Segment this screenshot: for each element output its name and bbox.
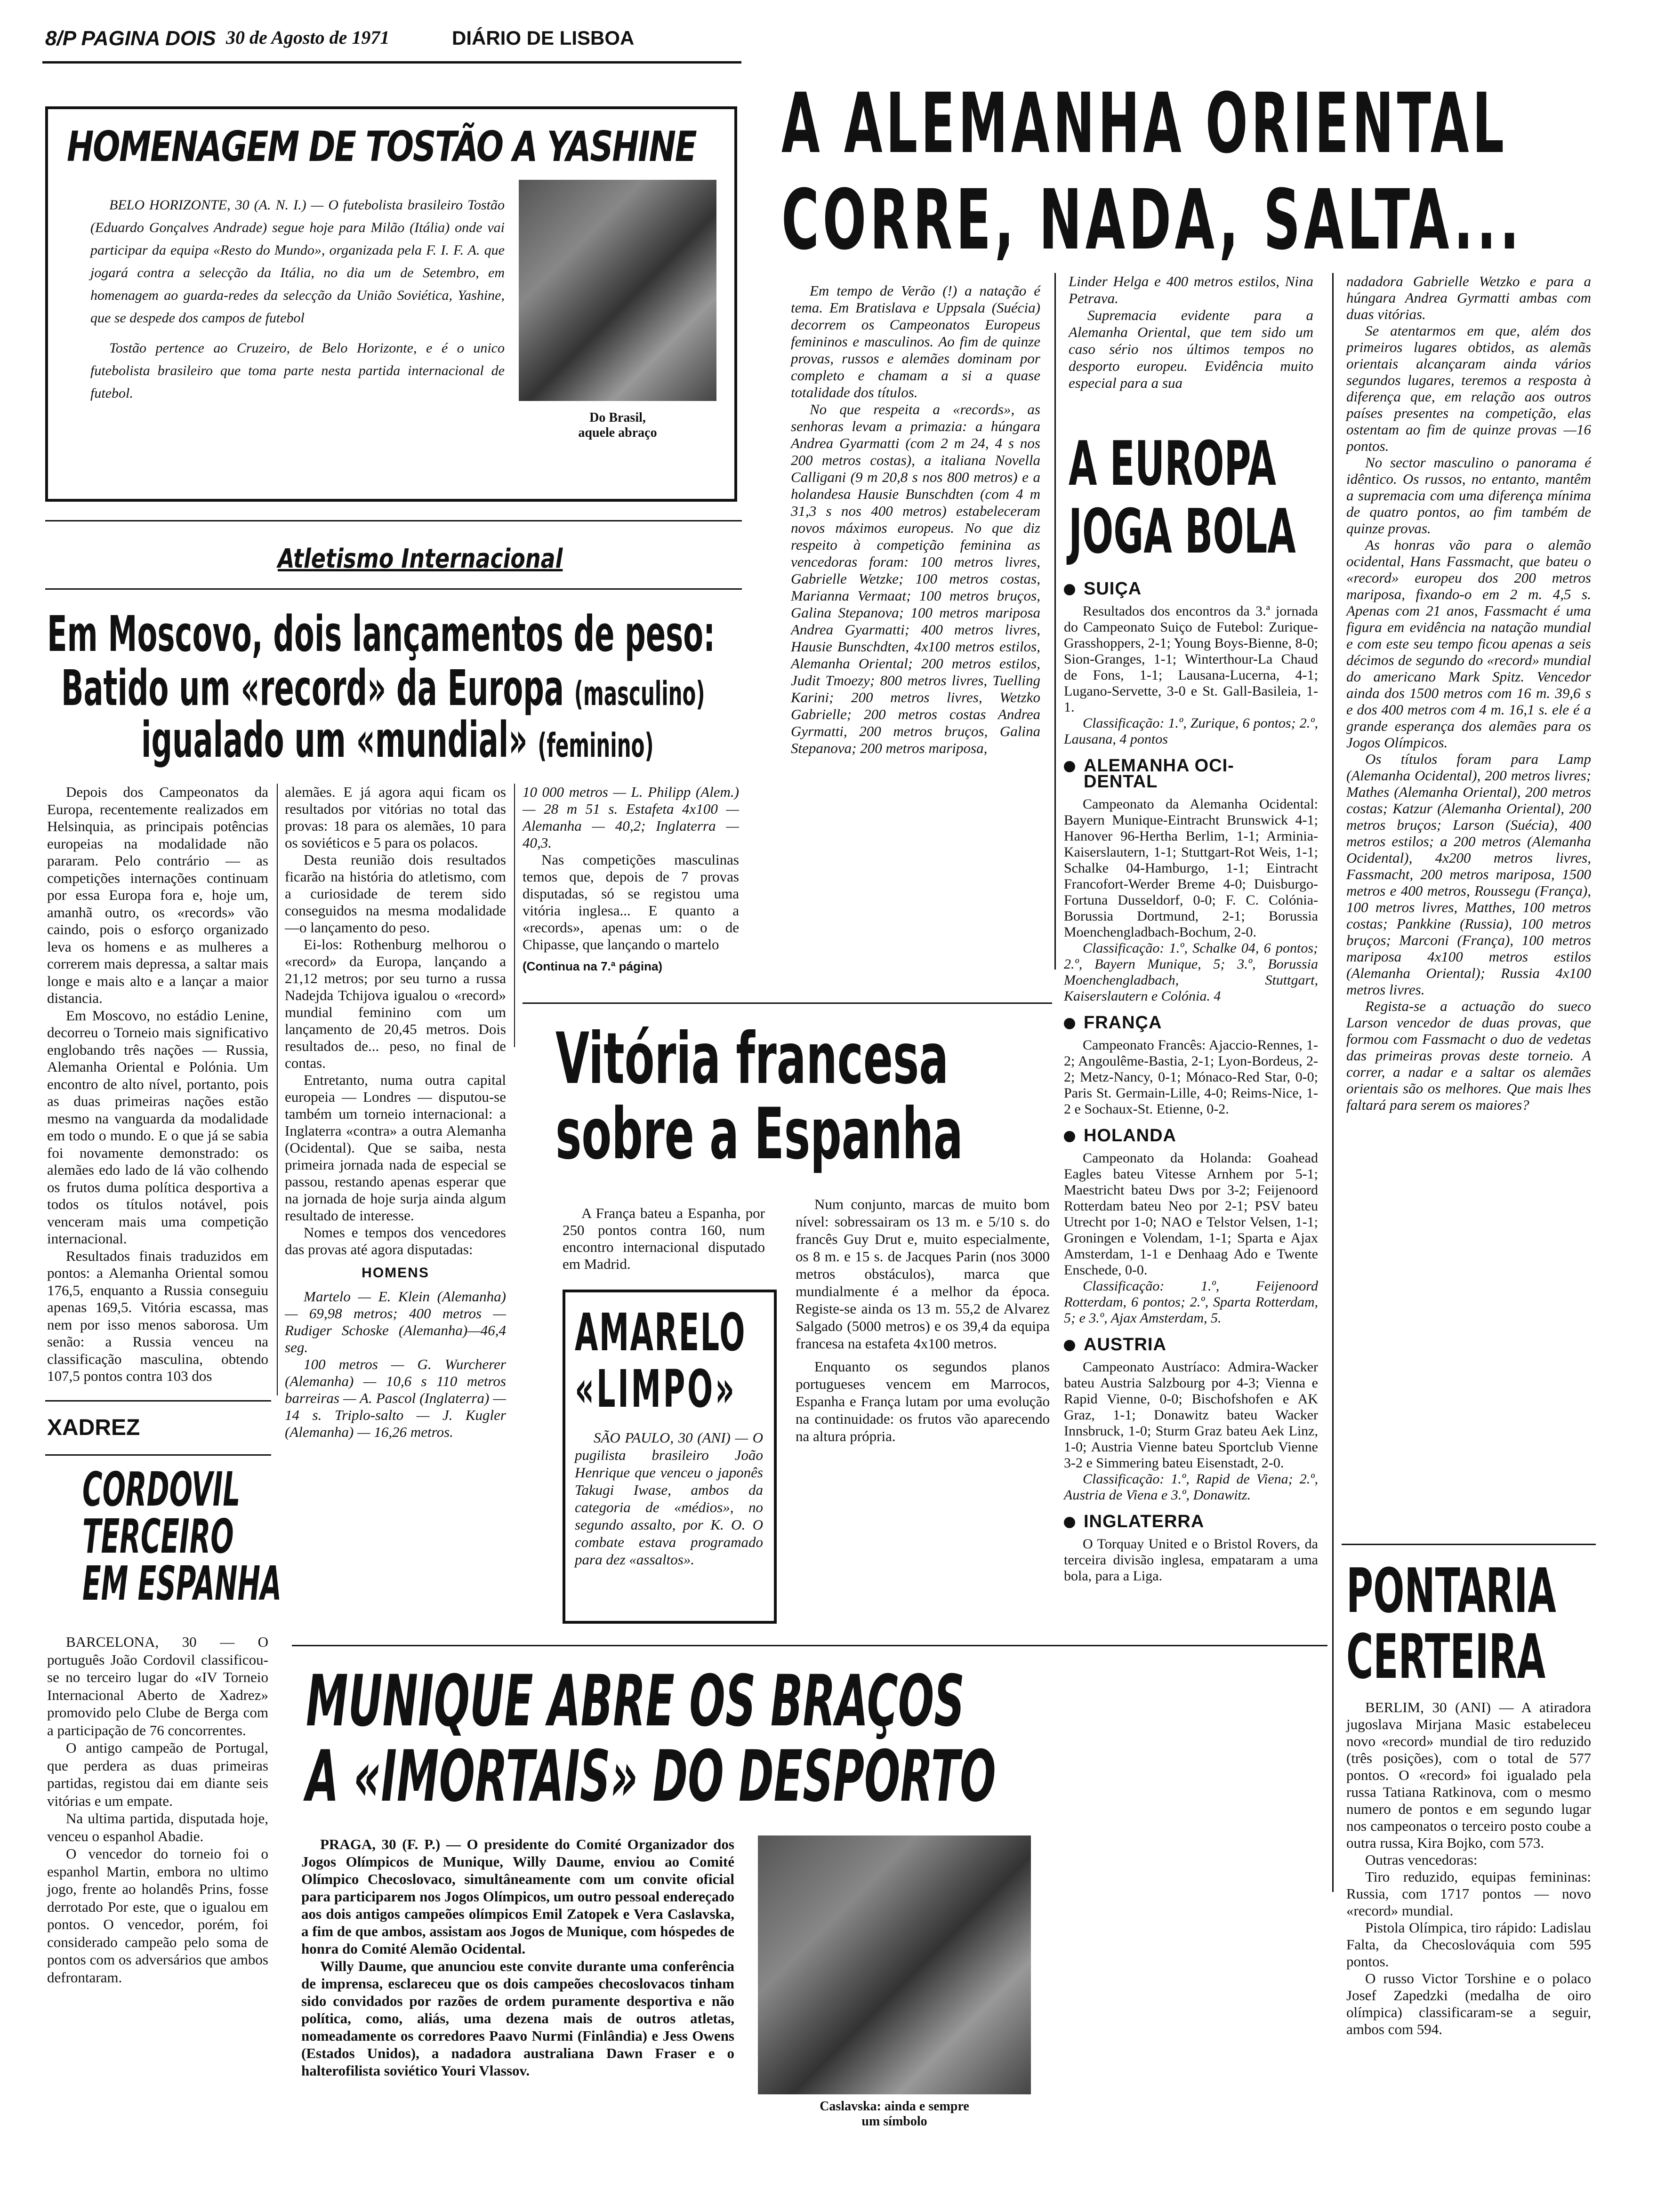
masthead-date: 30 de Agosto de 1971 <box>226 27 390 48</box>
moscovo-headline-2b: (masculino) <box>574 674 705 713</box>
europa-franca-heading <box>1064 1015 1318 1031</box>
alemanha-p10: Regista-se a actuação do sueco Larson vencedor de duas provas, que formou com Fassmacht o duo de vedetas das primeiras provas deste torneio. A correr, a nadar e a saltar os alemães orientais são os melhores. Que mais lhes faltará para serem os maiores? <box>1346 998 1591 1113</box>
tostao-text <box>90 194 505 405</box>
europa-suica-class: Classificação: 1.º, Zurique, 6 pontos; 2.º, Lausana, 4 pontos <box>1064 715 1318 747</box>
alemanha-headline-1: A ALEMANHA ORIENTAL <box>781 75 1508 172</box>
moscovo-headline-1: Em Moscovo, dois lançamentos de peso: <box>47 605 716 663</box>
moscovo-col-1 <box>47 784 268 1385</box>
moscovo-col-3 <box>523 784 739 975</box>
europa-austria-text: Campeonato Austríaco: Admira-Wacker bateu Austria Salzbourg por 4-3; Vienna e Rapid Vienne, 0-0; Bischofshofen e AK Graz, 1-1; Donawitz bateu Wacker Innsbruck, 1-0; Sturm Graz bateu Aek Linz, 1-0; Austria Vienne bateu Sportclub Vienne 3-2 e Simmering bateu Eisenstadt, 2-0. <box>1064 1359 1318 1471</box>
rule-atletismo-2 <box>45 588 742 590</box>
moscovo-p6: Ei-los: Rothenburg melhorou o «record» da Europa, lançando a 21,12 metros; por seu turno a russa Nadejda Tchijova igualou o «record» mundial feminino com um lançamento de 20,45 metros. Dois resultados de... peso, no final de contas. <box>285 936 506 1071</box>
pontaria-p1: BERLIM, 30 (ANI) — A atiradora jugoslava Mirjana Masic estabeleceu novo «record» mundial de tiro reduzido (três posições), com o total de 577 pontos. O «record» foi igualado pela russa Tatiana Ratkinova, com o mesmo numero de pontos e em segundo lugar nos campeonatos o terceiro posto coube a outra russa, Kira Bojko, com 573. <box>1346 1699 1591 1851</box>
alemanha-p4: Supremacia evidente para a Alemanha Oriental, que tem sido um caso sério nos últimos tempos no desporto europeu. Evidência muito especial para a sua <box>1069 307 1313 391</box>
munique-text <box>301 1835 734 2079</box>
munique-headline-1: MUNIQUE ABRE OS BRAÇOS <box>306 1660 965 1742</box>
europa-holanda-text: Campeonato da Holanda: Goahead Eagles bateu Vitesse Arnhem por 5-1; Maestricht bateu Dws por 3-2; Feijenoord Rotterdam bateu Neo por 2-1; PSV bateu Utrecht por 1-0; NAO e Telstor Velsen, 1-1; Groningen e Volendam, 1-1; Sparta e Ajax Amsterdam, 1-1 e Denhaag Ado e Twente Enschede, 0-0. <box>1064 1150 1318 1278</box>
tostao-box <box>45 106 737 502</box>
tostao-p2: Tostão pertence ao Cruzeiro, de Belo Horizonte, e é o unico futebolista brasileiro que toma parte nesta partida internacional de futebol. <box>90 340 505 401</box>
bullet-icon <box>1064 1018 1075 1029</box>
moscovo-headline-2a: Batido um «record» da Europa <box>61 659 564 717</box>
vitoria-p1: A França bateu a Espanha, por 250 pontos contra 160, num encontro internacional disputado em Madrid. <box>563 1205 765 1272</box>
moscovo-headline-3 <box>141 711 654 769</box>
pontaria-headline-1: PONTARIA <box>1346 1555 1556 1627</box>
munique-caption-1: Caslavska: ainda e sempre <box>820 2099 969 2114</box>
rule-xadrez <box>45 1400 271 1402</box>
rule-atletismo <box>45 520 742 521</box>
moscovo-p9: Martelo — E. Klein (Alemanha) — 69,98 metros; 400 metros — Rudiger Schoske (Alemanha)—46,4 seg. <box>285 1288 506 1355</box>
moscovo-cont: (Continua na 7.ª página) <box>523 959 663 973</box>
europa-suica-heading <box>1064 581 1318 597</box>
alemanha-headline-2: CORRE, NADA, SALTA... <box>781 172 1523 268</box>
rule-pontaria <box>1342 1544 1596 1545</box>
rule-xadrez-2 <box>45 1454 271 1456</box>
vitoria-p3: Enquanto os segundos planos portugueses vencem em Marrocos, Espanha e França lutam por uma evolução na continuidade: os frutos vão aparecendo na altura própria. <box>796 1358 1050 1444</box>
alemanha-col-3 <box>1346 273 1591 1113</box>
xadrez-p4: O vencedor do torneio foi o espanhol Martin, embora no ultimo jogo, frente ao holandês Prins, fosse derrotado Por este, que o igualou em pontos. O vencedor, porém, foi considerado campeão pelo soma de pontos com os adversários que ambos defrontaram. <box>47 1845 268 1986</box>
tostao-p1: BELO HORIZONTE, 30 (A. N. I.) — O futebolista brasileiro Tostão (Eduardo Gonçalves Andrade) segue hoje para Milão (Itália) onde vai participar da equipa «Resto do Mundo», organizada pela F. I. F. A. que jogará contra a selecção da Itália, no dia um de Setembro, em homenagem ao guarda-redes da selecção da União Soviética, Yashine, que se despede dos campos de futebol <box>90 197 505 326</box>
moscovo-p7: Entretanto, numa outra capital europeia — Londres — disputou-se também um torneio internacional: a Inglaterra «contra» a outra Alemanha (Ocidental). Que se saiba, nesta primeira jornada nada de especial se passou, restando apenas esperar que na jornada de hoje surja ainda algum resultado de interesse. <box>285 1072 506 1224</box>
vitoria-col-1 <box>563 1205 765 1273</box>
vitoria-headline-2: sobre a Espanha <box>555 1093 963 1175</box>
europa-austria-class: Classificação: 1.º, Rapid de Viena; 2.º, Austria de Viena e 3.º, Donawitz. <box>1064 1471 1318 1503</box>
europa-franca-text: Campeonato Francês: Ajaccio-Rennes, 1-2; Angoulême-Bastia, 2-1; Lyon-Bordeus, 2-2; Metz-Nancy, 0-1; Mónaco-Red Star, 0-0; Paris St. Germain-Lille, 4-0; Reims-Nice, 1-2 e Sochaux-St. Etienne, 0-2. <box>1064 1037 1318 1117</box>
alemanha-p9: Os títulos foram para Lamp (Alemanha Ocidental), 200 metros livres; Mathes (Alemanha Oriental), 200 metros costas; Katzur (Alemanha Oriental), 200 metros bruços; Larson (Suécia), 400 metros estilos; a 200 metros (Alemanha Ocidental), 4x200 metros livres, Fassmacht, 200 metros mariposa, 1500 metros e 400 metros, Roussegu (França), 100 metros livres, Matthes, 100 metros costas; Pankkine (Russia), 100 metros bruços; Marconi (França), 100 metros mariposa 4x100 metros estilos (Alemanha Oriental); Russia 4x100 metros livres. <box>1346 751 1591 998</box>
europa-headline-1: A EUROPA <box>1069 428 1276 499</box>
moscovo-p8: Nomes e tempos dos vencedores das provas até agora disputadas: <box>285 1224 506 1258</box>
moscovo-headline-3a: igualado um «mundial» <box>141 711 528 769</box>
masthead-rule <box>42 61 741 64</box>
vitoria-p2: Num conjunto, marcas de muito bom nível: sobressairam os 13 m. e 5/10 s. do francês Guy Drut e, muito especialmente, os 8 m. e 15 s. de Jacques Parin (nos 3000 metros obstáculos), marca que mundialmente é a melhor da época. Registe-se ainda os 13 m. 55,2 de Alvarez Salgado (5000 metros) e os 39,4 da equipa francesa na estafeta 4x100 metros. <box>796 1196 1050 1352</box>
moscovo-headline-2 <box>61 659 705 717</box>
xadrez-p3: Na ultima partida, disputada hoje, venceu o espanhol Abadie. <box>47 1810 268 1844</box>
moscovo-col-2 <box>285 784 506 1441</box>
xadrez-headline-1: CORDOVIL <box>82 1462 241 1517</box>
europa-alemanha-class: Classificação: 1.º, Schalke 04, 6 pontos; 2.º, Bayern Munique, 5; 3.º, Borussia Moenchengladbach, Stuttgart, Kaiserslautern e Colónia. 4 <box>1064 940 1318 1004</box>
amarelo-headline-1: AMARELO <box>575 1302 746 1362</box>
europa-austria-label: AUSTRIA <box>1084 1335 1166 1354</box>
vitoria-col-2 <box>796 1195 1050 1445</box>
pontaria-p3: Tiro reduzido, equipas femininas: Russia, com 1717 pontos — novo «record» mundial. <box>1346 1868 1591 1919</box>
amarelo-headline-2: «LIMPO» <box>575 1359 737 1419</box>
pontaria-headline-2: CERTEIRA <box>1346 1621 1546 1692</box>
col-rule-4 <box>514 784 515 1047</box>
rule-vitoria <box>523 1002 1052 1004</box>
xadrez-label: XADREZ <box>47 1415 140 1440</box>
moscovo-p3: Resultados finais traduzidos em pontos: a Alemanha Oriental somou 176,5, enquanto a Russia conseguiu apenas 169,5. Vitória escassa, mas nem por isso menos saborosa. Um senão: a Russia venceu na classificação masculina, obtendo 107,5 pontos contra 103 dos <box>47 1247 268 1384</box>
alemanha-p3: Linder Helga e 400 metros estilos, Nina Petrava. <box>1069 273 1313 306</box>
moscovo-p4: alemães. E já agora aqui ficam os resultados por vitórias no total das provas: 18 para os alemães, 10 para os soviéticos e 5 para os polacos. <box>285 784 506 851</box>
tostao-photo <box>519 180 716 401</box>
europa-suica-text: Resultados dos encontros da 3.ª jornada do Campeonato Suiço de Futebol: Zurique-Grasshoppers, 2-1; Young Boys-Bienne, 8-0; Sion-Granges, 1-1; Winterthour-La Chaud de Fons, 1-1; Lausana-Lucerna, 4-1; Lugano-Servette, 3-0 e St. Gall-Basileia, 1-1. <box>1064 603 1318 715</box>
amarelo-text <box>575 1429 763 1568</box>
masthead-paper: DIÁRIO DE LISBOA <box>452 27 635 49</box>
europa-alemanha-label-2: DENTAL <box>1084 772 1158 792</box>
europa-suica-label: SUIÇA <box>1084 579 1142 599</box>
europa-holanda-class: Classificação: 1.º, Feijenoord Rotterdam, 6 pontos; 2.º, Sparta Rotterdam, 5; e 3.º, Ajax Amsterdam, 5. <box>1064 1278 1318 1326</box>
europa-inglaterra-label: INGLATERRA <box>1084 1512 1205 1531</box>
alemanha-p7: No sector masculino o panorama é idêntico. Os russos, no entanto, mantêm a supremacia com uma diferença mínima de quatro pontos, ao fim também de quinze provas. <box>1346 454 1591 537</box>
tostao-headline: HOMENAGEM DE TOSTÃO A YASHINE <box>67 122 696 171</box>
moscovo-p1: Depois dos Campeonatos da Europa, recentemente realizados em Helsinquia, as principais potências europeias na modalidade não pararam. Pelo contrário — as competições internações continuam por essa Europa fora e, hoje um, amanhã outro, os «records» vão caindo, pois o esforço organizado leva os homens e as mulheres a correrem mais depressa, a saltar mais longe e mais alto e a lançar a maior distancia. <box>47 784 268 1006</box>
europa-austria-heading <box>1064 1337 1318 1353</box>
europa-section <box>1064 428 1318 1584</box>
munique-headline-2: A «IMORTAIS» DO DESPORTO <box>306 1736 996 1818</box>
bullet-icon <box>1064 584 1075 595</box>
europa-franca-label: FRANÇA <box>1084 1013 1162 1033</box>
alemanha-p5: nadadora Gabrielle Wetzko e para a húngara Andrea Gyrmatti ambas com duas vitórias. <box>1346 273 1591 322</box>
bullet-icon <box>1064 1131 1075 1142</box>
europa-inglaterra-heading <box>1064 1514 1318 1530</box>
moscovo-headline-3b: (feminino) <box>538 726 654 765</box>
vitoria-headline-1: Vitória francesa <box>555 1018 949 1100</box>
col-rule-1 <box>1054 273 1056 970</box>
xadrez-headline-2: TERCEIRO <box>82 1509 234 1564</box>
xadrez-headline-3: EM ESPANHA <box>82 1556 282 1611</box>
munique-caption-2: um símbolo <box>861 2114 927 2129</box>
col-rule-3 <box>277 784 278 1395</box>
alemanha-p1: Em tempo de Verão (!) a natação é tema. Em Bratislava e Uppsala (Suécia) decorrem os Campeonatos Europeus femininos e masculinos. Ao fim de quinze provas, russos e alemães dominam por completo e chamam a si a quase totalidade dos títulos. <box>791 282 1040 401</box>
munique-p2: Willy Daume, que anunciou este convite durante uma conferência de imprensa, esclareceu que os dois campeões checoslovacos tinham sido convidados por razões de ordem puramente desportiva e não política, como, aliás, uma dezena mais de outros atletas, nomeadamente os corredores Paavo Nurmi (Finlândia) e Jess Owens (Estados Unidos), a nadadora australiana Dawn Fraser e o halterofilista soviético Youri Vlassov. <box>301 1958 734 2079</box>
alemanha-p8: As honras vão para o alemão ocidental, Hans Fassmacht, que bateu o «record» europeu dos 200 metros mariposa, fixando-o em 2 m. 4,5 s. Apenas com 21 anos, Fassmacht é uma figura em evidência na natação mundial e com este seu tempo ficou apenas a seis décimos de segundo do «record» mundial do americano Mark Spitz. Vencedor ainda dos 1500 metros com 16 m. 39,6 s e dos 400 metros com 4 m. 16,1 s. ele é a grande esperança dos alemães para os Jogos Olímpicos. <box>1346 537 1591 751</box>
tostao-caption <box>519 410 716 441</box>
masthead-page: 8/P PAGINA DOIS <box>45 27 216 50</box>
pontaria-p5: O russo Victor Torshine e o polaco Josef Zapedzki (medalha de oiro olímpica) classificaram-se a seguir, ambos com 594. <box>1346 1970 1591 2037</box>
caslavska-photo <box>758 1835 1031 2094</box>
amarelo-p: SÃO PAULO, 30 (ANI) — O pugilista brasileiro João Henrique que venceu o japonês Takugi Iwase, ambos da categoria de «médios», no segundo assalto, por K. O. O combate estava programado para dez «assaltos». <box>575 1429 763 1568</box>
europa-headline-2: JOGA BOLA <box>1069 496 1296 567</box>
moscovo-p12: Nas competições masculinas temos que, depois de 7 provas disputadas, só se registou uma vitória inglesa... E quanto a «records», apenas um: o de Chipasse, que lançando o martelo <box>523 851 739 953</box>
rule-munique <box>292 1645 1327 1646</box>
europa-inglaterra-text: O Torquay United e o Bristol Rovers, da terceira divisão inglesa, empataram a uma bola, para a Liga. <box>1064 1536 1318 1584</box>
europa-holanda-label: HOLANDA <box>1084 1126 1176 1146</box>
amarelo-box <box>563 1290 777 1624</box>
xadrez-text <box>47 1633 268 1986</box>
munique-p1: PRAGA, 30 (F. P.) — O presidente do Comité Organizador dos Jogos Olímpicos de Munique, Willy Daume, enviou ao Comité Olímpico Checoslovaco, simultâneamente com um convite oficial para participarem nos Jogos Olímpicos, um outro pessoal endereçado aos dois antigos campeões olímpicos Emil Zatopek e Vera Caslavska, a fim de que ambos, assistam aos Jogos de Munique, com hóspedes de honra do Comité Alemão Ocidental. <box>301 1836 734 1957</box>
europa-alemanha-text: Campeonato da Alemanha Ocidental: Bayern Munique-Eintracht Brunswick 4-1; Hanover 96-Hertha Berlim, 1-1; Arminia-Kaiserslautern, 1-1; Stuttgart-Rot Weis, 1-1; Schalke 04-Hamburgo, 1-1; Eintracht Francofort-Werder Breme 4-0; Duisburgo-Fortuna Dusseldorf, 0-0; F. C. Colónia-Borussia Dortmund, 2-1; Borussia Moenchengladbach-Bochum, 2-0. <box>1064 796 1318 940</box>
tostao-caption-1: Do Brasil, <box>589 410 646 425</box>
col-rule-2 <box>1332 273 1334 1892</box>
moscovo-p5: Desta reunião dois resultados ficarão na história do atletismo, com a curiosidade de terem sido conseguidos na mesma modalidade —o lançamento do peso. <box>285 851 506 936</box>
xadrez-p1: BARCELONA, 30 — O português João Cordovil classificou-se no terceiro lugar do «IV Torneio Internacional Aberto de Xadrez» promovido pelo Clube de Berga com a participação de 76 concorrentes. <box>47 1634 268 1739</box>
europa-alemanha-heading <box>1064 758 1318 790</box>
pontaria-text <box>1346 1699 1591 2038</box>
europa-alemanha-label-1: ALEMANHA OCI- <box>1084 756 1234 776</box>
europa-holanda-heading <box>1064 1128 1318 1144</box>
alemanha-p6: Se atentarmos em que, além dos primeiros lugares obtidos, as alemãs orientais alcançaram ainda vários segundos lugares, teremos a resposta à diferença que, em relação aos outros países presentes na competição, elas ostentam ao fim de quinze provas —16 pontos. <box>1346 322 1591 454</box>
tostao-caption-2: aquele abraço <box>578 425 657 440</box>
munique-caption <box>753 2099 1036 2129</box>
moscovo-p11: 10 000 metros — L. Philipp (Alem.) — 28 m 51 s. Estafeta 4x100 — Alemanha — 40,2; Inglaterra — 40,3. <box>523 784 739 851</box>
alemanha-col-2 <box>1069 273 1313 392</box>
alemanha-col-1 <box>791 282 1040 757</box>
bullet-icon <box>1064 1340 1075 1351</box>
bullet-icon <box>1064 1517 1075 1528</box>
moscovo-p10: 100 metros — G. Wurcherer (Alemanha) — 10,6 s 110 metros barreiras — A. Pascol (Inglaterra) — 14 s. Triplo-salto — J. Kugler (Alemanha) — 16,26 metros. <box>285 1356 506 1440</box>
moscovo-kicker: Atletismo Internacional <box>278 544 563 574</box>
bullet-icon <box>1064 761 1075 772</box>
pontaria-p4: Pistola Olímpica, tiro rápido: Ladislau Falta, da Checoslováquia com 595 pontos. <box>1346 1919 1591 1970</box>
moscovo-p2: Em Moscovo, no estádio Lenine, decorreu o Torneio mais significativo englobando três nações — Russia, Alemanha Oriental e Polónia. Um encontro de alto nível, portanto, pois as duas primeiras nações estão mesmo na vanguarda da modalidade em todo o mundo. E o que já se sabia foi novamente demonstrado: os alemães edo lado de lá vão colhendo os frutos duma política desportiva a todos os títulos notável, pois venceram mais uma competição internacional. <box>47 1007 268 1247</box>
alemanha-p2: No que respeita a «records», as senhoras levam a primazia: a húngara Andrea Gyarmatti (com 2 m 24, 4 s nos 200 metros costas), a italiana Novella Calligani (9 m 20,8 s nos 800 metros) e a holandesa Hausie Bunschdten (com 4 m 31,3 s nos 400 metros) estabeleceram novos máximos europeus. No que diz respeito à competição feminina as vencedoras foram: 100 metros livres, Gabrielle Wetzke; 100 metros costas, Marianna Vermaat; 100 metros bruços, Galina Stepanova; 100 metros mariposa Andrea Gyarmatti; 400 metros livres, Hausie Bunschdten, 4x100 metros estilos, Alemanha Oriental; 200 metros estilos, Judit Tmoezy; 800 metros livres, Tuelling Karini; 200 metros livres, Wetzko Gabrielle; 200 metros costas Andrea Gyrmatti, 200 metros bruços, Galina Stepanova; 200 metros mariposa, <box>791 401 1040 756</box>
moscovo-homens: HOMENS <box>362 1265 429 1281</box>
pontaria-p2: Outras vencedoras: <box>1365 1851 1478 1868</box>
xadrez-p2: O antigo campeão de Portugal, que perdera as duas primeiras partidas, registou dai em diante seis vitórias e um empate. <box>47 1739 268 1809</box>
